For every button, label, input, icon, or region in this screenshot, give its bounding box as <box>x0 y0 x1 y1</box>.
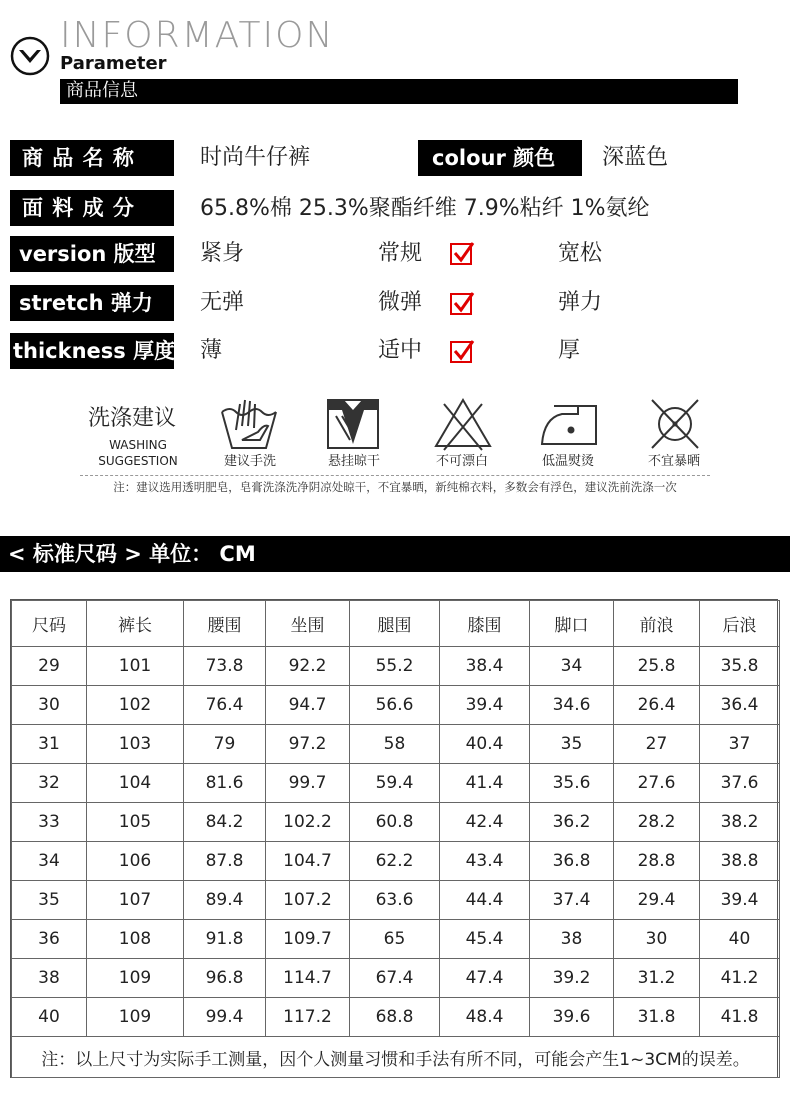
table-cell: 105 <box>87 803 184 842</box>
table-header-cell: 脚口 <box>530 601 614 647</box>
table-cell: 41.8 <box>700 998 780 1037</box>
wash-label-hand-wash: 建议手洗 <box>223 454 276 469</box>
table-cell: 30 <box>614 920 700 959</box>
section-bar-product-info <box>60 79 738 104</box>
page-title: INFORMATION <box>60 15 335 56</box>
table-row <box>12 959 780 998</box>
table-cell: 40 <box>12 998 87 1037</box>
table-row <box>12 647 780 686</box>
label-stretch: stretch 弹力 <box>10 285 174 321</box>
table-cell: 38 <box>530 920 614 959</box>
table-cell: 114.7 <box>266 959 350 998</box>
table-cell: 87.8 <box>184 842 266 881</box>
table-cell: 96.8 <box>184 959 266 998</box>
table-cell: 67.4 <box>350 959 440 998</box>
table-cell: 104 <box>87 764 184 803</box>
checkbox-thickness-medium <box>450 341 472 363</box>
table-cell: 38 <box>12 959 87 998</box>
low-iron-icon <box>538 396 600 452</box>
table-row <box>12 803 780 842</box>
option-stretch-none: 无弹 <box>200 290 245 315</box>
table-cell: 73.8 <box>184 647 266 686</box>
table-cell: 92.2 <box>266 647 350 686</box>
checkmark-icon <box>453 241 475 265</box>
table-header-cell: 腰围 <box>184 601 266 647</box>
table-row <box>12 998 780 1037</box>
table-cell: 108 <box>87 920 184 959</box>
option-version-loose: 宽松 <box>558 241 603 266</box>
size-table-note: 注：以上尺寸为实际手工测量，因个人测量习惯和手法有所不同，可能会产生1~3CM的误差。 <box>12 1037 780 1078</box>
table-cell: 38.4 <box>440 647 530 686</box>
table-cell: 44.4 <box>440 881 530 920</box>
value-product-name: 时尚牛仔裤 <box>200 145 311 170</box>
value-material: 65.8%棉 25.3%聚酯纤维 7.9%粘纤 1%氨纶 <box>200 196 650 221</box>
table-cell: 58 <box>350 725 440 764</box>
table-cell: 37 <box>700 725 780 764</box>
label-product-name: 商 品 名 称 <box>10 140 174 176</box>
table-cell: 103 <box>87 725 184 764</box>
table-cell: 39.4 <box>440 686 530 725</box>
table-cell: 28.2 <box>614 803 700 842</box>
table-cell: 35 <box>12 881 87 920</box>
table-cell: 39.6 <box>530 998 614 1037</box>
table-cell: 102 <box>87 686 184 725</box>
table-cell: 89.4 <box>184 881 266 920</box>
table-cell: 36.2 <box>530 803 614 842</box>
section-bar-size-chart: < 标准尺码 > 单位： CM <box>0 536 790 572</box>
table-cell: 68.8 <box>350 998 440 1037</box>
table-cell: 62.2 <box>350 842 440 881</box>
table-cell: 40 <box>700 920 780 959</box>
table-cell: 27.6 <box>614 764 700 803</box>
table-cell: 26.4 <box>614 686 700 725</box>
table-cell: 41.2 <box>700 959 780 998</box>
table-cell: 27 <box>614 725 700 764</box>
table-header-row <box>12 601 780 647</box>
table-cell: 36.4 <box>700 686 780 725</box>
table-row <box>12 764 780 803</box>
table-cell: 107.2 <box>266 881 350 920</box>
table-cell: 81.6 <box>184 764 266 803</box>
option-stretch-slight: 微弹 <box>378 290 423 315</box>
table-cell: 76.4 <box>184 686 266 725</box>
table-cell: 48.4 <box>440 998 530 1037</box>
chevron-circle-logo-icon <box>10 36 50 76</box>
table-cell: 104.7 <box>266 842 350 881</box>
table-cell: 31 <box>12 725 87 764</box>
option-thickness-thick: 厚 <box>558 338 581 363</box>
table-cell: 34 <box>530 647 614 686</box>
option-version-regular: 常规 <box>378 241 423 266</box>
checkmark-icon <box>453 339 475 363</box>
checkbox-stretch-slight <box>450 293 472 315</box>
table-cell: 99.4 <box>184 998 266 1037</box>
table-cell: 99.7 <box>266 764 350 803</box>
table-header-cell: 裤长 <box>87 601 184 647</box>
table-cell: 41.4 <box>440 764 530 803</box>
no-tumble-dry-icon <box>644 396 706 452</box>
table-header-cell: 腿围 <box>350 601 440 647</box>
table-row <box>12 686 780 725</box>
wash-label-no-sun: 不宜暴晒 <box>647 454 700 469</box>
table-cell: 63.6 <box>350 881 440 920</box>
table-cell: 35.8 <box>700 647 780 686</box>
table-cell: 109 <box>87 998 184 1037</box>
label-material: 面 料 成 分 <box>10 190 174 226</box>
table-cell: 29.4 <box>614 881 700 920</box>
size-table <box>10 599 778 1078</box>
hand-wash-icon <box>218 396 280 452</box>
table-header-cell: 坐围 <box>266 601 350 647</box>
washing-title-en-2: SUGGESTION <box>98 454 178 468</box>
table-cell: 32 <box>12 764 87 803</box>
table-cell: 45.4 <box>440 920 530 959</box>
washing-title: 洗涤建议 <box>88 406 177 431</box>
table-cell: 29 <box>12 647 87 686</box>
table-header-cell: 膝围 <box>440 601 530 647</box>
table-cell: 31.2 <box>614 959 700 998</box>
table-cell: 56.6 <box>350 686 440 725</box>
table-cell: 106 <box>87 842 184 881</box>
table-cell: 94.7 <box>266 686 350 725</box>
label-colour: colour 颜色 <box>418 140 582 176</box>
table-row <box>12 725 780 764</box>
option-version-tight: 紧身 <box>200 241 245 266</box>
table-cell: 107 <box>87 881 184 920</box>
option-thickness-thin: 薄 <box>200 338 223 363</box>
checkbox-version-regular <box>450 243 472 265</box>
table-cell: 59.4 <box>350 764 440 803</box>
wash-label-hang-dry: 悬挂晾干 <box>327 454 380 469</box>
label-version: version 版型 <box>10 236 174 272</box>
divider <box>80 475 710 476</box>
table-cell: 101 <box>87 647 184 686</box>
table-cell: 39.2 <box>530 959 614 998</box>
table-header-cell: 后浪 <box>700 601 780 647</box>
table-cell: 33 <box>12 803 87 842</box>
page-subtitle: Parameter <box>60 53 167 74</box>
table-cell: 30 <box>12 686 87 725</box>
value-colour: 深蓝色 <box>602 145 669 170</box>
table-cell: 47.4 <box>440 959 530 998</box>
table-cell: 65 <box>350 920 440 959</box>
section-bar-label: 商品信息 <box>66 80 138 101</box>
table-row <box>12 881 780 920</box>
no-bleach-icon <box>432 396 494 452</box>
table-header-cell: 前浪 <box>614 601 700 647</box>
table-cell: 38.8 <box>700 842 780 881</box>
table-cell: 28.8 <box>614 842 700 881</box>
table-cell: 97.2 <box>266 725 350 764</box>
table-cell: 38.2 <box>700 803 780 842</box>
table-cell: 37.6 <box>700 764 780 803</box>
table-row <box>12 842 780 881</box>
table-cell: 39.4 <box>700 881 780 920</box>
table-cell: 43.4 <box>440 842 530 881</box>
washing-note: 注：建议选用透明肥皂，皂膏洗涤洗净阴凉处晾干，不宜暴晒，新纯棉衣料，多数会有浮色，建议洗前洗涤一次 <box>113 480 677 494</box>
table-cell: 36 <box>12 920 87 959</box>
table-cell: 34.6 <box>530 686 614 725</box>
hang-dry-icon <box>322 396 384 452</box>
table-cell: 36.8 <box>530 842 614 881</box>
wash-label-no-bleach: 不可漂白 <box>435 454 488 469</box>
table-cell: 31.8 <box>614 998 700 1037</box>
label-thickness: thickness 厚度 <box>10 333 174 369</box>
table-cell: 60.8 <box>350 803 440 842</box>
table-cell: 37.4 <box>530 881 614 920</box>
table-cell: 102.2 <box>266 803 350 842</box>
table-cell: 35.6 <box>530 764 614 803</box>
washing-title-en-1: WASHING <box>109 438 167 452</box>
table-header-cell: 尺码 <box>12 601 87 647</box>
table-cell: 42.4 <box>440 803 530 842</box>
table-row <box>12 920 780 959</box>
option-stretch-stretchy: 弹力 <box>558 290 603 315</box>
table-cell: 34 <box>12 842 87 881</box>
table-cell: 109.7 <box>266 920 350 959</box>
table-cell: 109 <box>87 959 184 998</box>
table-cell: 35 <box>530 725 614 764</box>
table-cell: 79 <box>184 725 266 764</box>
table-cell: 84.2 <box>184 803 266 842</box>
table-cell: 55.2 <box>350 647 440 686</box>
table-cell: 40.4 <box>440 725 530 764</box>
wash-label-low-iron: 低温熨烫 <box>541 454 594 469</box>
table-cell: 91.8 <box>184 920 266 959</box>
option-thickness-medium: 适中 <box>378 338 423 363</box>
table-cell: 117.2 <box>266 998 350 1037</box>
checkmark-icon <box>453 291 475 315</box>
table-cell: 25.8 <box>614 647 700 686</box>
